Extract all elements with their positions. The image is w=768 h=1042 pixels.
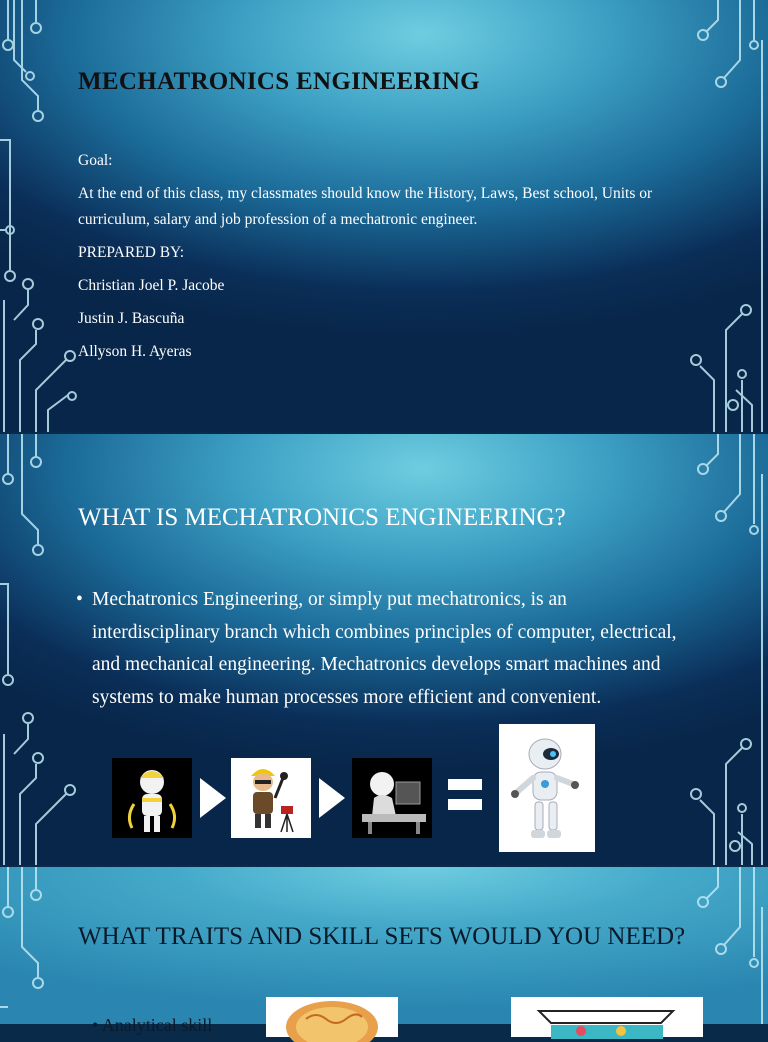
arrow-right-icon [319,778,345,818]
computer-user-image [352,758,432,838]
bullet-paragraph [76,584,697,714]
prepared-by-label: PREPARED BY: [78,244,185,261]
bullet-symbol: • [76,589,83,610]
bullet-text: Mechatronics Engineering, or simply put mechatronics, is an interdisciplinary branch which combines principles of computer, electrical, and mechanical engineering. Mechatronics develops smart machines and systems to make human processes more efficient and convenient. [92,589,677,708]
slide-2 [0,434,768,865]
equals-icon [448,779,482,819]
slide-1 [0,0,768,432]
robot-image [499,724,595,852]
worker-figure-image [231,758,311,838]
goal-text: At the end of this class, my classmates should know the History, Laws, Best school, Units or curriculum, salary and job profession of a mechatronic engineer. [78,185,653,228]
engineer-figure-image [112,758,192,838]
partial-bullet-text: • Analytical skill [92,1015,213,1035]
goal-label: Goal: [78,152,113,169]
slide-2-title: WHAT IS MECHATRONICS ENGINEERING? [78,504,566,531]
brain-image [266,997,398,1037]
slide-1-body [78,148,688,372]
stay-creative-image [511,997,703,1037]
author-name: Allyson H. Ayeras [78,343,192,360]
author-name: Christian Joel P. Jacobe [78,277,225,294]
slide-1-title: MECHATRONICS ENGINEERING [78,68,480,95]
author-name: Justin J. Bascuña [78,310,185,327]
arrow-right-icon [200,778,226,818]
slide-3 [0,867,768,1035]
slide-3-title: WHAT TRAITS AND SKILL SETS WOULD YOU NEED? [78,923,686,950]
